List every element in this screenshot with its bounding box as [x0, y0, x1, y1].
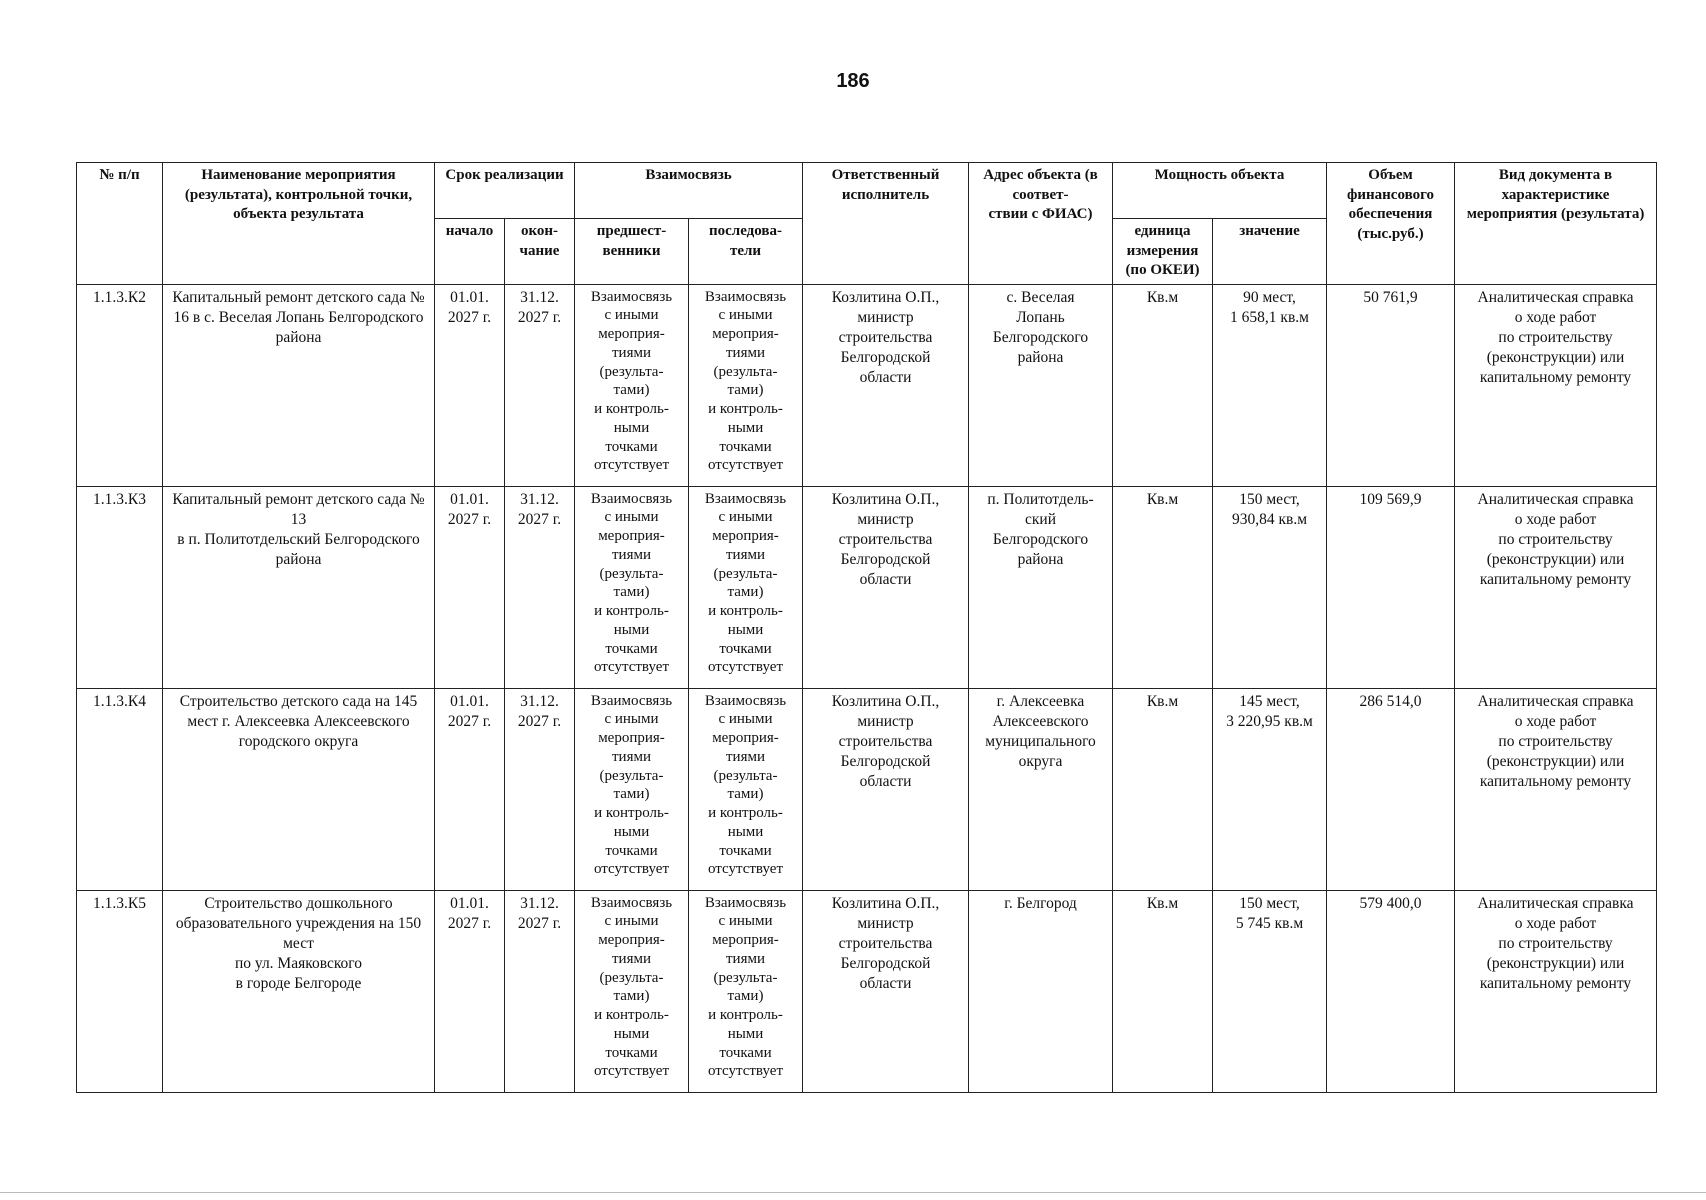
header-term: Срок реализации — [435, 163, 575, 219]
cell-num: 1.1.3.К3 — [77, 486, 163, 688]
cell-succ: Взаимосвязь с иными мероприя- тиями (результа- тами) и контроль- ными точками отсутствует — [689, 890, 803, 1092]
cell-address: с. Веселая Лопань Белгородского района — [969, 284, 1113, 486]
cell-doc: Аналитическая справка о ходе работ по строительству (реконструкции) или капитальному ремонту — [1455, 688, 1657, 890]
cell-executor: Козлитина О.П., министр строительства Белгородской области — [803, 284, 969, 486]
cell-doc: Аналитическая справка о ходе работ по строительству (реконструкции) или капитальному ремонту — [1455, 486, 1657, 688]
header-address: Адрес объекта (в соответ- ствии с ФИАС) — [969, 163, 1113, 285]
header-relation-pred: предшест- венники — [575, 219, 689, 285]
cell-pred: Взаимосвязь с иными мероприя- тиями (результа- тами) и контроль- ными точками отсутствует — [575, 890, 689, 1092]
cell-executor: Козлитина О.П., министр строительства Белгородской области — [803, 688, 969, 890]
cell-funding: 579 400,0 — [1327, 890, 1455, 1092]
table-row — [77, 688, 1657, 890]
cell-start: 01.01. 2027 г. — [435, 890, 505, 1092]
cell-funding: 286 514,0 — [1327, 688, 1455, 890]
cell-name: Строительство детского сада на 145 мест г. Алексеевка Алексеевского городского округа — [163, 688, 435, 890]
cell-pred: Взаимосвязь с иными мероприя- тиями (результа- тами) и контроль- ными точками отсутствует — [575, 486, 689, 688]
cell-address: г. Белгород — [969, 890, 1113, 1092]
cell-succ: Взаимосвязь с иными мероприя- тиями (результа- тами) и контроль- ными точками отсутствует — [689, 284, 803, 486]
document-table — [76, 162, 1657, 1093]
cell-doc: Аналитическая справка о ходе работ по строительству (реконструкции) или капитальному ремонту — [1455, 890, 1657, 1092]
cell-unit: Кв.м — [1113, 486, 1213, 688]
header-executor: Ответственный исполнитель — [803, 163, 969, 285]
header-name: Наименование мероприятия (результата), контрольной точки, объекта результата — [163, 163, 435, 285]
cell-executor: Козлитина О.П., министр строительства Белгородской области — [803, 486, 969, 688]
header-doc-type: Вид документа в характеристике мероприятия (результата) — [1455, 163, 1657, 285]
cell-value: 150 мест, 5 745 кв.м — [1213, 890, 1327, 1092]
page-number: 186 — [836, 70, 870, 92]
cell-start: 01.01. 2027 г. — [435, 688, 505, 890]
cell-start: 01.01. 2027 г. — [435, 284, 505, 486]
page-bottom-divider — [0, 1192, 1706, 1193]
cell-succ: Взаимосвязь с иными мероприя- тиями (результа- тами) и контроль- ными точками отсутствует — [689, 688, 803, 890]
header-num: № п/п — [77, 163, 163, 285]
cell-funding: 109 569,9 — [1327, 486, 1455, 688]
cell-funding: 50 761,9 — [1327, 284, 1455, 486]
table-row — [77, 486, 1657, 688]
cell-unit: Кв.м — [1113, 688, 1213, 890]
cell-start: 01.01. 2027 г. — [435, 486, 505, 688]
cell-pred: Взаимосвязь с иными мероприя- тиями (результа- тами) и контроль- ными точками отсутствует — [575, 688, 689, 890]
cell-pred: Взаимосвязь с иными мероприя- тиями (результа- тами) и контроль- ными точками отсутствует — [575, 284, 689, 486]
cell-end: 31.12. 2027 г. — [505, 890, 575, 1092]
cell-name: Капитальный ремонт детского сада № 16 в с. Веселая Лопань Белгородского района — [163, 284, 435, 486]
cell-executor: Козлитина О.П., министр строительства Белгородской области — [803, 890, 969, 1092]
cell-unit: Кв.м — [1113, 284, 1213, 486]
cell-num: 1.1.3.К2 — [77, 284, 163, 486]
table-row — [77, 890, 1657, 1092]
cell-num: 1.1.3.К5 — [77, 890, 163, 1092]
cell-end: 31.12. 2027 г. — [505, 486, 575, 688]
cell-doc: Аналитическая справка о ходе работ по строительству (реконструкции) или капитальному ремонту — [1455, 284, 1657, 486]
cell-value: 150 мест, 930,84 кв.м — [1213, 486, 1327, 688]
cell-address: п. Политотдель- ский Белгородского района — [969, 486, 1113, 688]
header-term-end: окон- чание — [505, 219, 575, 285]
header-capacity: Мощность объекта — [1113, 163, 1327, 219]
cell-end: 31.12. 2027 г. — [505, 688, 575, 890]
header-row-1 — [77, 163, 1657, 219]
header-funding: Объем финансового обеспечения (тыс.руб.) — [1327, 163, 1455, 285]
table-row — [77, 284, 1657, 486]
header-relation: Взаимосвязь — [575, 163, 803, 219]
cell-succ: Взаимосвязь с иными мероприя- тиями (результа- тами) и контроль- ными точками отсутствует — [689, 486, 803, 688]
cell-name: Капитальный ремонт детского сада № 13 в п. Политотдельский Белгородского района — [163, 486, 435, 688]
header-capacity-value: значение — [1213, 219, 1327, 285]
cell-name: Строительство дошкольного образовательного учреждения на 150 мест по ул. Маяковского в городе Белгороде — [163, 890, 435, 1092]
header-term-start: начало — [435, 219, 505, 285]
cell-value: 145 мест, 3 220,95 кв.м — [1213, 688, 1327, 890]
header-relation-succ: последова- тели — [689, 219, 803, 285]
cell-num: 1.1.3.К4 — [77, 688, 163, 890]
cell-value: 90 мест, 1 658,1 кв.м — [1213, 284, 1327, 486]
cell-end: 31.12. 2027 г. — [505, 284, 575, 486]
header-capacity-unit: единица измерения (по ОКЕИ) — [1113, 219, 1213, 285]
cell-unit: Кв.м — [1113, 890, 1213, 1092]
cell-address: г. Алексеевка Алексеевского муниципального округа — [969, 688, 1113, 890]
